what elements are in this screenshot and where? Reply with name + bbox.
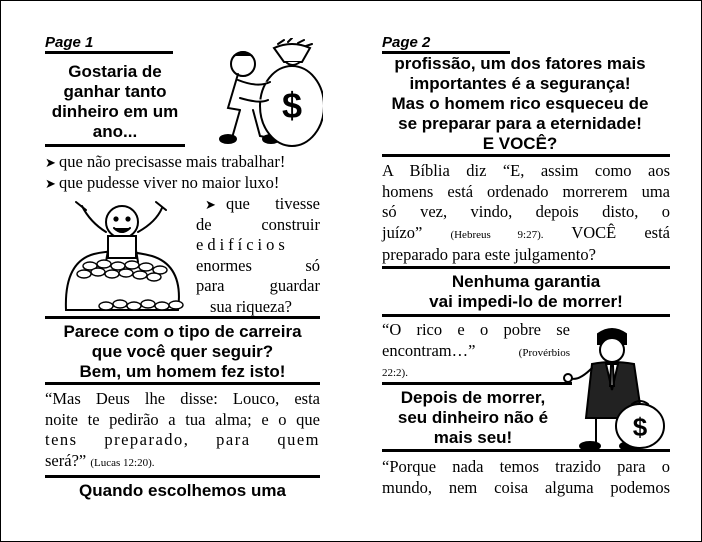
headline-line: ano... xyxy=(92,122,138,141)
scripture-reference: (Provérbios xyxy=(518,346,570,359)
arrow-bullet-icon: ➤ xyxy=(205,197,216,212)
quote-line: mundo, nem coisa alguma podemos xyxy=(382,477,670,497)
text-line: edifícios xyxy=(196,235,289,254)
page1-rule-top xyxy=(45,51,173,54)
after-death-line: seu dinheiro não é xyxy=(397,408,549,427)
page2-rule-headline xyxy=(382,154,670,157)
text-line: sua riqueza? xyxy=(210,296,292,316)
page1-quote xyxy=(45,389,320,473)
quote-line: preparado para este julgamento? xyxy=(382,245,596,264)
quote-line: juízo” xyxy=(382,222,423,242)
quote-line: “O rico e o pobre se xyxy=(382,320,570,339)
page1-footer: Quando escolhemos uma xyxy=(79,481,286,500)
headline-line: Mas o homem rico esqueceu de xyxy=(391,94,649,113)
bullet-text: que não precisasse mais trabalhar! xyxy=(59,152,286,171)
bullet-item xyxy=(45,173,279,194)
page1-question xyxy=(40,322,325,382)
quote-line: VOCÊ está xyxy=(571,222,670,242)
question-line: Bem, um homem fez isto! xyxy=(79,362,286,381)
page1-headline xyxy=(45,62,185,142)
bullet-item xyxy=(45,152,285,173)
arrow-bullet-icon: ➤ xyxy=(45,176,56,191)
headline-line: se preparar para a eternidade! xyxy=(398,114,642,133)
text-line: para guardar xyxy=(196,276,320,295)
rich-man-head xyxy=(600,338,624,362)
page2-rule-final xyxy=(382,449,670,452)
headline-line: E VOCÊ? xyxy=(482,134,558,153)
headline-line: dinheiro em um xyxy=(51,102,179,121)
page2-rule-mid xyxy=(382,266,670,269)
scripture-reference: (Hebreus 9:27). xyxy=(450,228,544,241)
page2-after-death xyxy=(378,388,568,448)
page2-rule-after xyxy=(382,382,572,385)
page2-rule-guarantee xyxy=(382,314,670,317)
page1-rule-footer xyxy=(45,475,320,478)
headline-line: importantes é a segurança! xyxy=(409,74,631,93)
page1-label: Page 1 xyxy=(45,34,94,51)
page1-rule-mid xyxy=(45,316,320,319)
arrow-bullet-icon: ➤ xyxy=(45,155,56,170)
dollar-sign-icon: $ xyxy=(632,412,648,442)
happy-man-head xyxy=(106,206,138,238)
question-line: que você quer seguir? xyxy=(91,342,274,361)
scripture-reference: 22:2). xyxy=(382,367,408,379)
page1-rule-headline xyxy=(45,144,185,147)
headline-line: Gostaria de xyxy=(68,62,162,81)
quote-line: só vez, vindo, depois disto, o xyxy=(382,202,670,221)
quote-line: homens está ordenado morrerem uma xyxy=(382,181,670,201)
quote-line: será?” xyxy=(45,450,87,470)
bullet3-text xyxy=(196,194,320,317)
quote-line: A Bíblia diz “E, assim como aos xyxy=(382,161,670,180)
guarantee-line: vai impedi-lo de morrer! xyxy=(429,292,623,311)
text-line: de construir xyxy=(196,214,320,234)
page2-guarantee xyxy=(382,272,670,312)
man-on-coin-pile-illustration xyxy=(60,192,188,316)
scripture-reference: (Lucas 12:20). xyxy=(90,456,155,469)
bullet-text: que pudesse viver no maior luxo! xyxy=(59,173,280,192)
man-with-money-bag-illustration xyxy=(218,38,323,150)
dollar-sign-icon: $ xyxy=(281,85,303,126)
quote-line: tens preparado, para quem xyxy=(45,430,320,449)
after-death-line: mais seu! xyxy=(433,428,513,447)
page2-label: Page 2 xyxy=(382,34,431,51)
quote-line: encontram…” xyxy=(382,340,476,360)
page2-final-quote xyxy=(382,457,670,498)
page2-headline xyxy=(370,54,670,154)
rich-man-illustration xyxy=(562,320,674,452)
page1-rule-question xyxy=(45,382,320,385)
quote-line: “Mas Deus lhe disse: Louco, esta xyxy=(45,389,320,408)
quote-line: “Porque nada temos trazido para o xyxy=(382,457,670,476)
after-death-line: Depois de morrer, xyxy=(400,388,546,407)
quote-line: noite te pedirão a tua alma; e o que xyxy=(45,409,320,429)
text-line: enormes só xyxy=(196,255,320,275)
question-line: Parece com o tipo de carreira xyxy=(63,322,302,341)
page2-bible-quote xyxy=(382,161,670,266)
guarantee-line: Nenhuma garantia xyxy=(451,272,601,291)
headline-line: ganhar tanto xyxy=(63,82,167,101)
page2-rich-quote xyxy=(382,320,570,384)
text-line: que tivesse xyxy=(226,194,320,213)
headline-line: profissão, um dos fatores mais xyxy=(394,54,646,73)
